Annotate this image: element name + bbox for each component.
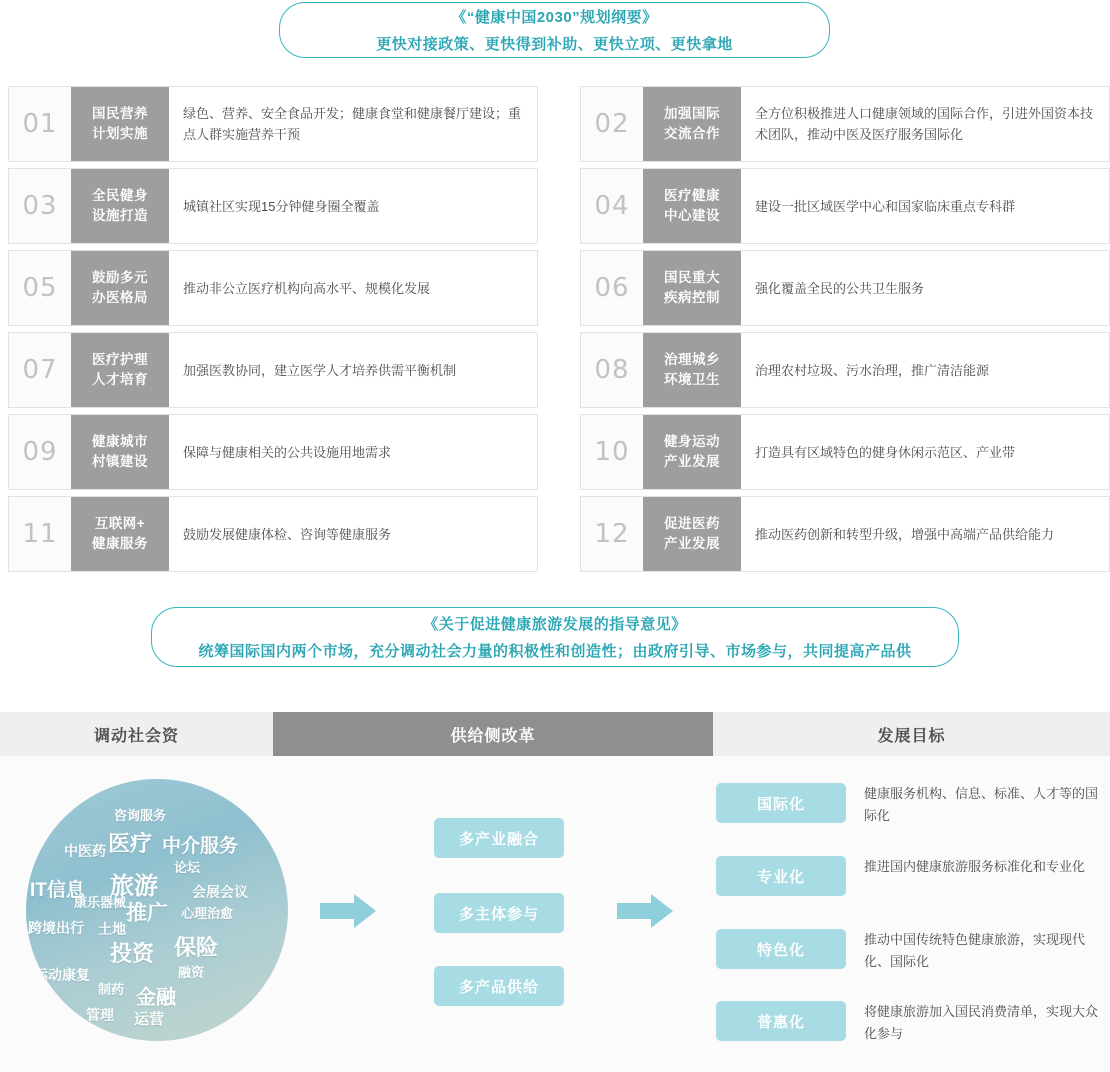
policy-card-title-line1: 加强国际 <box>664 106 720 121</box>
policy-card-title <box>643 87 741 161</box>
policy-card-title-line1: 鼓励多元 <box>92 270 148 285</box>
policy-card[interactable] <box>580 496 1110 572</box>
wordcloud-word: 推广 <box>126 902 168 925</box>
pill-industry-integration[interactable]: 多产业融合 <box>434 818 564 858</box>
band-header-supply-reform: 供给侧改革 <box>273 712 713 756</box>
wordcloud-word: 论坛 <box>174 860 201 875</box>
policy-card-desc: 保障与健康相关的公共设施用地需求 <box>169 415 537 489</box>
policy-card[interactable] <box>580 332 1110 408</box>
policy-card[interactable] <box>8 250 538 326</box>
wordcloud-word: 管理 <box>86 1007 114 1023</box>
policy-card-number: 06 <box>594 273 630 303</box>
policy-card-number: 03 <box>22 191 58 221</box>
policy-card-number: 12 <box>594 519 630 549</box>
wordcloud-word: 制药 <box>98 982 125 997</box>
policy-card[interactable] <box>8 496 538 572</box>
wordcloud-word: 心理治愈 <box>181 906 234 921</box>
goal-tag: 专业化 <box>716 856 846 896</box>
policy-card-title-line2: 中心建设 <box>664 208 720 223</box>
wordcloud-word: 运动康复 <box>34 967 90 983</box>
policy-card[interactable] <box>8 332 538 408</box>
policy-card-desc: 打造具有区域特色的健身休闲示范区、产业带 <box>741 415 1109 489</box>
policy-card[interactable] <box>580 86 1110 162</box>
policy-card-number: 11 <box>22 519 58 549</box>
goal-text: 推进国内健康旅游服务标准化和专业化 <box>864 859 1086 874</box>
policy-card-title-line2: 产业发展 <box>664 454 720 469</box>
policy-card-title-line2: 计划实施 <box>92 126 148 141</box>
policy-banner-top <box>279 2 830 58</box>
band-header-social-resources: 调动社会资 <box>0 712 273 756</box>
pill-multi-products[interactable]: 多产品供给 <box>434 966 564 1006</box>
policy-card-desc: 推动非公立医疗机构向高水平、规模化发展 <box>169 251 537 325</box>
policy-card-title-line1: 全民健身 <box>92 188 148 203</box>
policy-card-title-line1: 互联网+ <box>94 516 146 531</box>
policy-card-title-line2: 设施打造 <box>92 208 148 223</box>
wordcloud-word: 医疗 <box>108 831 153 856</box>
band-header-development-goals: 发展目标 <box>713 712 1110 756</box>
policy-card-title <box>643 415 741 489</box>
wordcloud-word: IT信息 <box>30 880 85 901</box>
policy-card-title-line2: 环境卫生 <box>664 372 720 387</box>
wordcloud-word: 中医药 <box>64 843 106 859</box>
policy-card-desc: 建设一批区域医学中心和国家临床重点专科群 <box>741 169 1109 243</box>
policy-card-desc: 全方位积极推进人口健康领域的国际合作，引进外国资本技术团队，推动中医及医疗服务国际化 <box>741 87 1109 161</box>
arrow-right-icon-2 <box>617 894 673 928</box>
wordcloud-word: 咨询服务 <box>114 808 167 823</box>
policy-card-title-line1: 促进医药 <box>664 516 720 531</box>
goal-item-inclusiveness[interactable] <box>716 1001 1109 1045</box>
banner-top-line1: 《“健康中国2030”规划纲要》 <box>451 9 658 26</box>
policy-card-title-line1: 健康城市 <box>92 434 148 449</box>
goal-tag: 特色化 <box>716 929 846 969</box>
policy-card-title <box>71 415 169 489</box>
wordcloud-word: 运营 <box>134 1011 165 1028</box>
wordcloud-word: 金融 <box>136 987 176 1009</box>
policy-card-title-line2: 人才培育 <box>92 372 148 387</box>
goal-item-characterization[interactable] <box>716 929 1109 973</box>
policy-card-title <box>71 87 169 161</box>
policy-card-number: 02 <box>594 109 630 139</box>
wordcloud-word: 会展会议 <box>192 884 248 900</box>
policy-card-title-line2: 交流合作 <box>664 126 720 141</box>
policy-card-title-line1: 医疗护理 <box>92 352 148 367</box>
policy-card-desc: 强化覆盖全民的公共卫生服务 <box>741 251 1109 325</box>
policy-card[interactable] <box>8 86 538 162</box>
wordcloud-word: 旅游 <box>110 873 158 900</box>
policy-card-number: 09 <box>22 437 58 467</box>
banner-middle-line2: 统筹国际国内两个市场，充分调动社会力量的积极性和创造性；由政府引导、市场参与，共同提高产品供 <box>198 643 912 660</box>
wordcloud-word: 跨境出行 <box>28 920 84 936</box>
policy-card-number: 05 <box>22 273 58 303</box>
policy-card-title-line2: 健康服务 <box>92 536 148 551</box>
wordcloud-circle <box>26 779 288 1041</box>
wordcloud-word: 投资 <box>110 941 155 966</box>
policy-card-number: 08 <box>594 355 630 385</box>
policy-banner-middle <box>151 607 959 667</box>
wordcloud-word: 融资 <box>178 965 205 980</box>
goal-tag: 普惠化 <box>716 1001 846 1041</box>
policy-card-title <box>643 251 741 325</box>
policy-card-desc: 城镇社区实现15分钟健身圈全覆盖 <box>169 169 537 243</box>
policy-card-number: 04 <box>594 191 630 221</box>
policy-card-title-line1: 治理城乡 <box>664 352 720 367</box>
policy-card[interactable] <box>580 414 1110 490</box>
banner-top-line2: 更快对接政策、更快得到补助、更快立项、更快拿地 <box>376 36 733 53</box>
policy-card-title-line2: 产业发展 <box>664 536 720 551</box>
policy-card-number: 01 <box>22 109 58 139</box>
policy-card-title <box>71 333 169 407</box>
banner-middle-line1: 《关于促进健康旅游发展的指导意见》 <box>423 616 687 633</box>
goal-text: 推动中国传统特色健康旅游，实现现代化、国际化 <box>864 932 1086 969</box>
goal-item-internationalization[interactable] <box>716 783 1109 827</box>
policy-card-desc: 鼓励发展健康体检、咨询等健康服务 <box>169 497 537 571</box>
goal-text: 健康服务机构、信息、标准、人才等的国际化 <box>864 786 1099 823</box>
wordcloud-word: 中介服务 <box>162 836 239 857</box>
wordcloud-word: 土地 <box>98 921 126 937</box>
policy-card-title <box>71 497 169 571</box>
policy-card-title-line1: 国民营养 <box>92 106 148 121</box>
policy-card-title-line2: 村镇建设 <box>92 454 148 469</box>
goal-item-professionalization[interactable] <box>716 856 1109 896</box>
policy-card-title <box>71 251 169 325</box>
policy-card-number: 07 <box>22 355 58 385</box>
policy-card[interactable] <box>580 250 1110 326</box>
policy-card-title-line1: 健身运动 <box>664 434 720 449</box>
wordcloud-word: 康乐器械 <box>74 895 127 910</box>
policy-card[interactable] <box>8 168 538 244</box>
wordcloud-word: 保险 <box>174 935 219 960</box>
goal-tag: 国际化 <box>716 783 846 823</box>
policy-card-title <box>71 169 169 243</box>
policy-card-title <box>643 169 741 243</box>
policy-card-title <box>643 497 741 571</box>
policy-card-title-line2: 疾病控制 <box>664 290 720 305</box>
policy-card-desc: 加强医教协同，建立医学人才培养供需平衡机制 <box>169 333 537 407</box>
policy-card-number: 10 <box>594 437 630 467</box>
policy-card[interactable] <box>580 168 1110 244</box>
policy-card-desc: 治理农村垃圾、污水治理，推广清洁能源 <box>741 333 1109 407</box>
policy-card-title <box>643 333 741 407</box>
policy-card-desc: 绿色、营养、安全食品开发；健康食堂和健康餐厅建设；重点人群实施营养干预 <box>169 87 537 161</box>
goal-text: 将健康旅游加入国民消费清单，实现大众化参与 <box>864 1004 1099 1041</box>
policy-card-desc: 推动医药创新和转型升级，增强中高端产品供给能力 <box>741 497 1109 571</box>
policy-card[interactable] <box>8 414 538 490</box>
arrow-right-icon-1 <box>320 894 376 928</box>
policy-card-title-line1: 医疗健康 <box>664 188 720 203</box>
policy-card-title-line2: 办医格局 <box>92 290 148 305</box>
pill-multi-participants[interactable]: 多主体参与 <box>434 893 564 933</box>
policy-card-title-line1: 国民重大 <box>664 270 720 285</box>
